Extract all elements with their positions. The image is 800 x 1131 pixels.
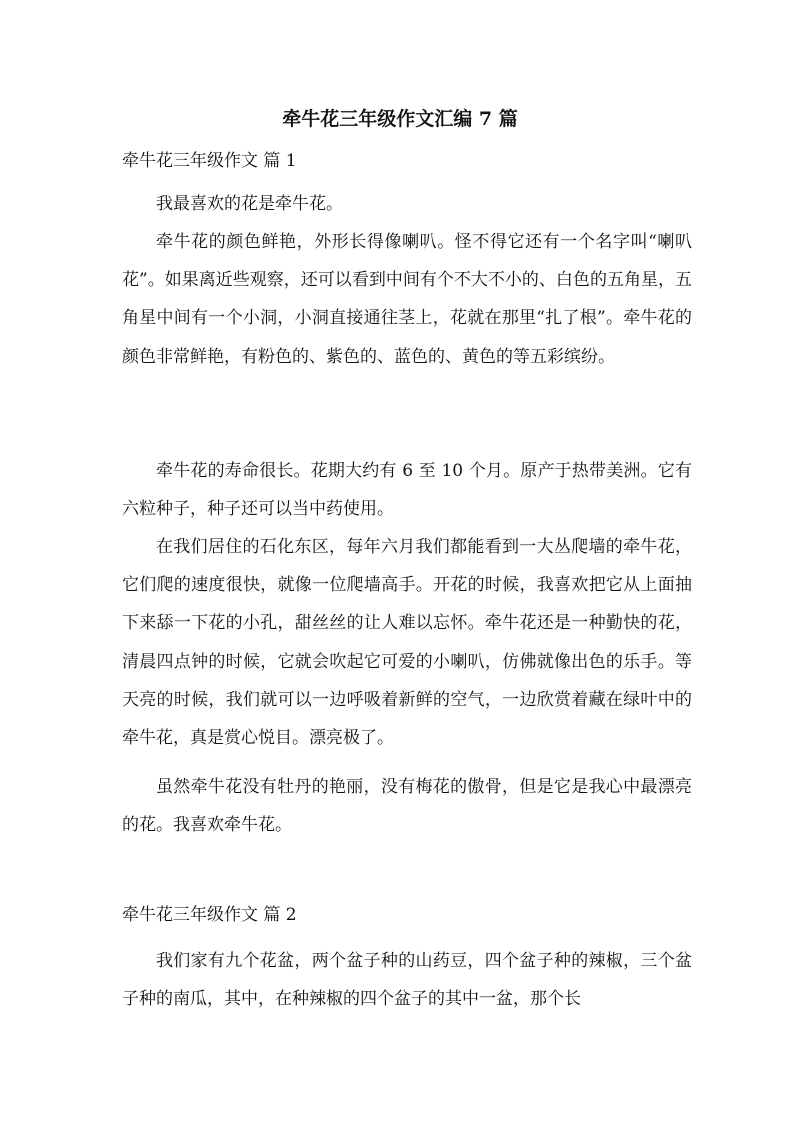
section-1-heading: 牵牛花三年级作文 篇 1 xyxy=(122,151,297,171)
section-2-heading: 牵牛花三年级作文 篇 2 xyxy=(122,905,297,925)
document-title: 牵牛花三年级作文汇编 7 篇 xyxy=(282,108,518,130)
section-2-paragraph-1: 我们家有九个花盆，两个盆子种的山药豆，四个盆子种的辣椒，三个盆子种的南瓜，其中，在种辣椒的四个盆子的其中一盆，那个长 xyxy=(122,951,692,1010)
section-1-paragraph-5: 虽然牵牛花没有牡丹的艳丽，没有梅花的傲骨，但是它是我心中最漂亮的花。我喜欢牵牛花。 xyxy=(122,777,692,836)
section-1-paragraph-3: 牵牛花的寿命很长。花期大约有 6 至 10 个月。原产于热带美洲。它有六粒种子，种子还可以当中药使用。 xyxy=(122,461,692,520)
section-1-paragraph-4: 在我们居住的石化东区，每年六月我们都能看到一大丛爬墙的牵牛花，它们爬的速度很快，就像一位爬墙高手。开花的时候，我喜欢把它从上面抽下来舔一下花的小孔，甜丝丝的让人难以忘怀。牵牛花还是一种勤快的花，清晨四点钟的时候，它就会吹起它可爱的小喇叭，仿佛就像出色的乐手。等天亮的时候，我们就可以一边呼吸着新鲜的空气，一边欣赏着藏在绿叶中的牵牛花，真是赏心悦目。漂亮极了。 xyxy=(122,537,692,749)
section-1-paragraph-2: 牵牛花的颜色鲜艳，外形长得像喇叭。怪不得它还有一个名字叫“喇叭花”。如果离近些观察，还可以看到中间有个不大不小的、白色的五角星，五角星中间有一个小洞，小洞直接通往茎上，花就在那里“扎了根”。牵牛花的颜色非常鲜艳，有粉色的、紫色的、蓝色的、黄色的等五彩缤纷。 xyxy=(122,232,692,367)
section-1-paragraph-1: 我最喜欢的花是牵牛花。 xyxy=(156,194,343,214)
